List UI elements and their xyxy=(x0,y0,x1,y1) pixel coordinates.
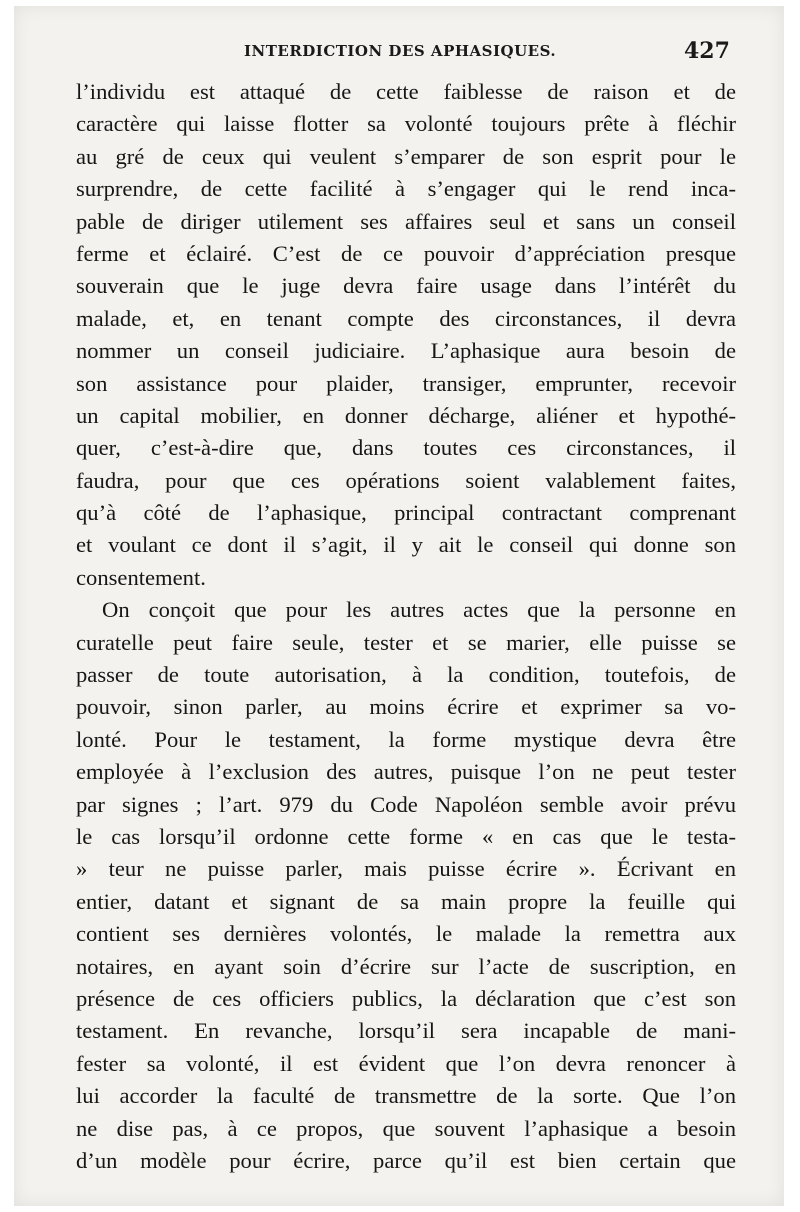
text-line: l’individu est attaqué de cette faiblesse de raison et de xyxy=(76,79,736,104)
text-line: son assistance pour plaider, transiger, emprunter, recevoir xyxy=(76,370,736,396)
text-line: et voulant ce dont il s’agit, il y ait le conseil qui donne son xyxy=(76,532,736,558)
text-line: » teur ne puisse parler, mais puisse écrire ». Écrivant en xyxy=(76,856,736,882)
text-line: nommer un conseil judiciaire. L’aphasique aura besoin de xyxy=(76,338,736,364)
text-line: pouvoir, sinon parler, au moins écrire et exprimer sa vo- xyxy=(76,694,736,720)
text-line: un capital mobilier, en donner décharge, aliéner et hypothé- xyxy=(76,402,736,428)
text-line: On conçoit que pour les autres actes que la personne en xyxy=(102,597,736,623)
text-line: lui accorder la faculté de transmettre de la sorte. Que l’on xyxy=(76,1083,736,1109)
text-line: malade, et, en tenant compte des circonstances, il devra xyxy=(76,305,736,331)
text-line: fester sa volonté, il est évident que l’on devra renoncer à xyxy=(76,1050,736,1076)
text-line: par signes ; l’art. 979 du Code Napoléon semble avoir prévu xyxy=(76,791,736,817)
text-line: lonté. Pour le testament, la forme mystique devra être xyxy=(76,726,736,752)
text-line: présence de ces officiers publics, la déclaration que c’est son xyxy=(76,985,736,1011)
text-line: au gré de ceux qui veulent s’emparer de son esprit pour le xyxy=(76,143,736,169)
paragraph-2 xyxy=(76,594,736,1177)
text-line: notaires, en ayant soin d’écrire sur l’acte de suscription, en xyxy=(76,953,736,979)
text-line: contient ses dernières volontés, le malade la remettra aux xyxy=(76,921,736,947)
text-line: testament. En revanche, lorsqu’il sera incapable de mani- xyxy=(76,1018,736,1044)
page-header xyxy=(14,38,784,72)
text-line: caractère qui laisse flotter sa volonté toujours prête à fléchir xyxy=(76,111,736,137)
running-title: INTERDICTION DES APHASIQUES. xyxy=(244,42,557,60)
text-line: consentement. xyxy=(76,564,206,590)
text-line: surprendre, de cette facilité à s’engager qui le rend inca- xyxy=(76,176,736,202)
text-line: qu’à côté de l’aphasique, principal contractant comprenant xyxy=(76,500,736,526)
text-line: curatelle peut faire seule, tester et se marier, elle puisse se xyxy=(76,629,736,655)
body-text xyxy=(76,76,736,1177)
text-line: le cas lorsqu’il ordonne cette forme « en cas que le testa- xyxy=(76,823,736,849)
text-line: d’un modèle pour écrire, parce qu’il est bien certain que xyxy=(76,1147,736,1173)
text-line: entier, datant et signant de sa main propre la feuille qui xyxy=(76,888,736,914)
text-line: quer, c’est-à-dire que, dans toutes ces circonstances, il xyxy=(76,435,736,461)
text-line: passer de toute autorisation, à la condition, toutefois, de xyxy=(76,662,736,688)
text-line: faudra, pour que ces opérations soient valablement faites, xyxy=(76,467,736,493)
paragraph-1 xyxy=(76,76,736,594)
text-line: souverain que le juge devra faire usage dans l’intérêt du xyxy=(76,273,736,299)
text-line: pable de diriger utilement ses affaires seul et sans un conseil xyxy=(76,208,736,234)
text-line: ne dise pas, à ce propos, que souvent l’aphasique a besoin xyxy=(76,1115,736,1141)
text-line: employée à l’exclusion des autres, puisque l’on ne peut tester xyxy=(76,759,736,785)
page-number: 427 xyxy=(684,38,730,64)
text-line: ferme et éclairé. C’est de ce pouvoir d’appréciation presque xyxy=(76,240,736,266)
